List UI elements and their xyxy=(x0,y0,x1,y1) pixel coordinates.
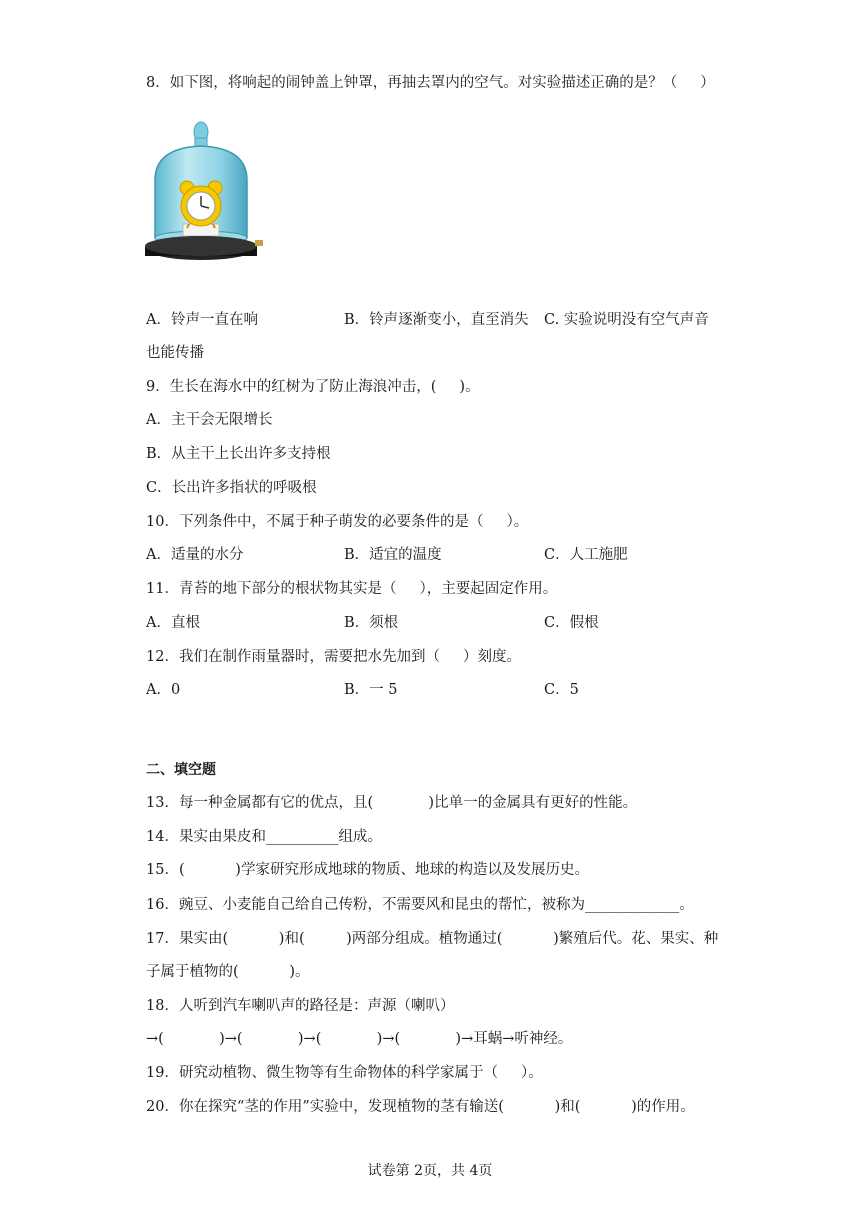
q19: 19．研究动植物、微生物等有生命物体的科学家属于（ ）。 xyxy=(146,1065,543,1081)
q20: 20．你在探究“茎的作用”实验中，发现植物的茎有输送( )和( )的作用。 xyxy=(146,1099,695,1115)
q12-option-b: B．一 5 xyxy=(344,682,398,698)
q14: 14．果实由果皮和__________组成。 xyxy=(146,829,382,845)
q8-option-c: C. 实验说明没有空气声音 xyxy=(544,312,709,328)
q12-stem: 12．我们在制作雨量器时，需要把水先加到（ ）刻度。 xyxy=(146,649,521,665)
q17-line-2: 子属于植物的( )。 xyxy=(146,964,310,980)
q18-line-1: 18．人听到汽车喇叭声的路径是：声源（喇叭） xyxy=(146,998,455,1014)
q12-option-c: C．5 xyxy=(544,682,579,698)
q11-option-a: A．直根 xyxy=(146,615,200,631)
q13: 13．每一种金属都有它的优点，且( )比单一的金属具有更好的性能。 xyxy=(146,795,638,811)
q11-option-b: B．须根 xyxy=(344,615,399,631)
q9-option-a: A．主干会无限增长 xyxy=(146,412,273,428)
q11-stem: 11．青苔的地下部分的根状物其实是（ ），主要起固定作用。 xyxy=(146,581,558,597)
bell-jar-alarm-clock-figure xyxy=(143,118,265,270)
q15: 15．( )学家研究形成地球的物质、地球的构造以及发展历史。 xyxy=(146,862,589,878)
page-footer: 试卷第 2页，共 4页 xyxy=(367,1163,493,1179)
q8-stem: 8．如下图，将响起的闹钟盖上钟罩，再抽去罩内的空气。对实验描述正确的是？（ ） xyxy=(146,75,715,91)
q10-option-b: B．适宜的温度 xyxy=(344,547,442,563)
q9-stem: 9．生长在海水中的红树为了防止海浪冲击，( )。 xyxy=(146,379,480,395)
q10-stem: 10．下列条件中，不属于种子萌发的必要条件的是（ ）。 xyxy=(146,514,529,530)
section-2-title: 二、填空题 xyxy=(146,762,216,778)
q10-option-c: C．人工施肥 xyxy=(544,547,628,563)
q8-option-c-continuation: 也能传播 xyxy=(146,345,204,361)
q8-option-a: A．铃声一直在响 xyxy=(146,312,258,328)
q9-option-c: C．长出许多指状的呼吸根 xyxy=(146,480,317,496)
q18-line-2: →( )→( )→( )→( )→耳蜗→听神经。 xyxy=(146,1031,573,1047)
q17-line-1: 17．果实由( )和( )两部分组成。植物通过( )繁殖后代。花、果实、种 xyxy=(146,931,719,947)
q8-option-b: B．铃声逐渐变小，直至消失 xyxy=(344,312,529,328)
q16: 16．豌豆、小麦能自己给自己传粉，不需要风和昆虫的帮忙，被称为_____________。 xyxy=(146,897,694,913)
q11-option-c: C．假根 xyxy=(544,615,599,631)
q10-option-a: A．适量的水分 xyxy=(146,547,244,563)
q9-option-b: B．从主干上长出许多支持根 xyxy=(146,446,331,462)
q12-option-a: A．0 xyxy=(146,682,181,698)
